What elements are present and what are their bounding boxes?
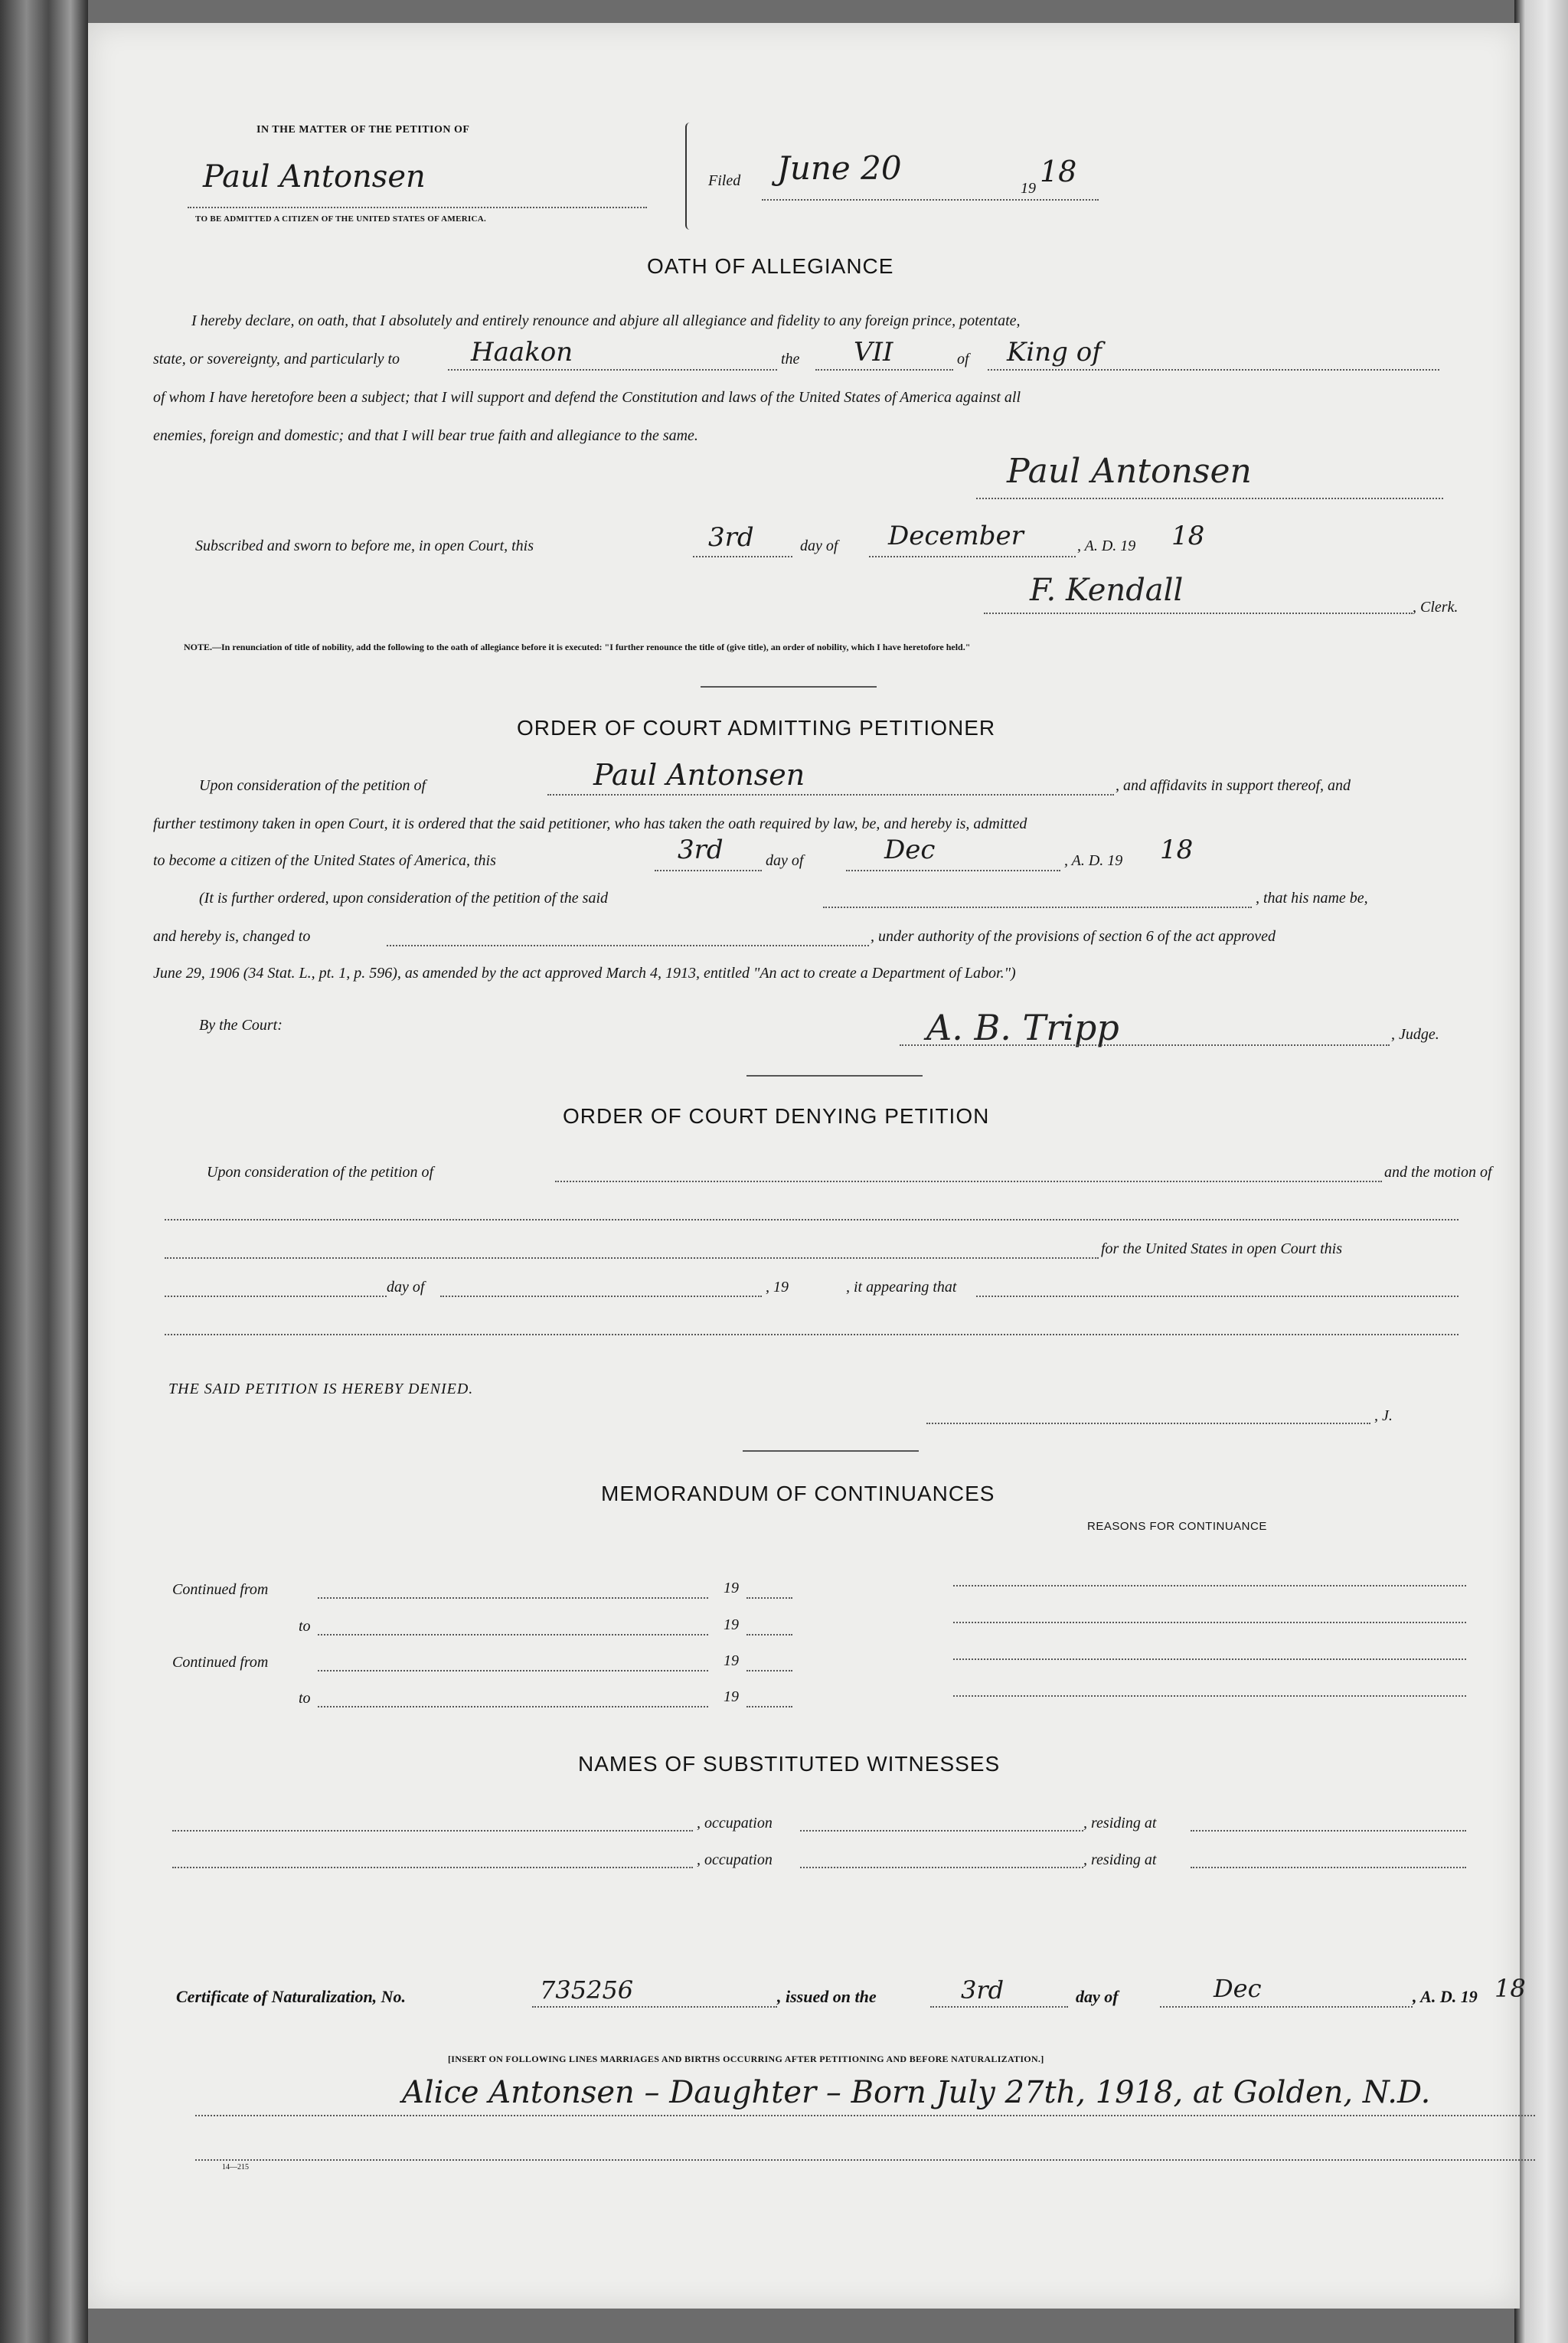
- admit-line-4b: , that his name be,: [1256, 890, 1368, 907]
- continued-to-1-line: [318, 1634, 708, 1636]
- certificate-ad: , A. D. 19: [1413, 1987, 1478, 2006]
- certificate-month: Dec: [1214, 1974, 1262, 2003]
- filed-year: 18: [1040, 155, 1077, 188]
- clerk-signature: F. Kendall: [1030, 573, 1184, 608]
- petitioner-name-line: [188, 207, 647, 208]
- admit-name-line: [547, 794, 1114, 796]
- witness-2-residing-line: [1191, 1867, 1466, 1868]
- deny-line-1b: and the motion of: [1384, 1164, 1492, 1181]
- nobility-note: NOTE.—In renunciation of title of nobility, add the following to the oath of allegiance before it is executed: "I further renounce the title of (give title), an order of nobility, which I have heretofore held.": [184, 642, 971, 652]
- former-name-line: [823, 907, 1252, 908]
- witness-1-occupation-line: [800, 1830, 1083, 1832]
- continued-to-1-year-line: [746, 1634, 792, 1636]
- oath-line-1: I hereby declare, on oath, that I absolutely and entirely renounce and abjure all allegiance and fidelity to any foreign prince, potentate,: [191, 312, 1021, 329]
- signature-line: [976, 498, 1443, 499]
- continued-to-1: to: [299, 1618, 311, 1635]
- admit-line-1a: Upon consideration of the petition of: [199, 777, 426, 794]
- continued-from-1-year: 19: [724, 1580, 739, 1596]
- oath-line-2a: state, or sovereignty, and particularly to: [153, 351, 400, 368]
- oath-line-2b: the: [781, 351, 800, 368]
- deny-line-4b: , 19: [766, 1279, 789, 1296]
- filed-label: Filed: [708, 172, 741, 189]
- sovereign-name: Haakon: [471, 337, 573, 368]
- admit-line-4a: (It is further ordered, upon consideration of the petition of the said: [199, 890, 609, 907]
- birth-entry: Alice Antonsen – Daughter – Born July 27th, 1918, at Golden, N.D.: [402, 2075, 1431, 2110]
- deny-day-line: [165, 1296, 387, 1297]
- admit-month: Dec: [884, 835, 936, 865]
- deny-line-1a: Upon consideration of the petition of: [207, 1164, 434, 1181]
- deny-month-line: [440, 1296, 762, 1297]
- sovereign-number: VII: [854, 337, 893, 368]
- judge-label: , Judge.: [1391, 1026, 1439, 1043]
- continued-from-1-line: [318, 1597, 708, 1599]
- deny-petitioner-line: [555, 1181, 1382, 1182]
- sovereign-number-line: [815, 369, 953, 371]
- section-divider-1: [701, 686, 877, 688]
- reason-line-2: [953, 1622, 1466, 1623]
- deny-reason-line-2: [165, 1334, 1459, 1335]
- judge-signature: A. B. Tripp: [926, 1007, 1119, 1048]
- sworn-month-line: [869, 556, 1076, 557]
- certificate-label: Certificate of Naturalization, No.: [176, 1987, 407, 2006]
- sworn-day: 3rd: [708, 522, 754, 553]
- continued-from-2: Continued from: [172, 1654, 269, 1671]
- admit-day: 3rd: [678, 835, 724, 865]
- order-admitting-title: ORDER OF COURT ADMITTING PETITIONER: [517, 716, 996, 740]
- deny-judge-line: [926, 1423, 1370, 1424]
- oath-line-2c: of: [957, 351, 969, 368]
- continued-from-2-line: [318, 1670, 708, 1671]
- admit-line-6: June 29, 1906 (34 Stat. L., pt. 1, p. 596), as amended by the act approved March 4, 1913, entitled "An act to create a Department of Labor."): [153, 965, 1016, 982]
- oath-line-4: enemies, foreign and domestic; and that I will bear true faith and allegiance to the same.: [153, 427, 698, 444]
- admit-year: 18: [1160, 835, 1194, 865]
- continued-to-2-year-line: [746, 1706, 792, 1707]
- clerk-label: , Clerk.: [1413, 599, 1459, 616]
- certificate-number: 735256: [540, 1975, 634, 2005]
- admit-day-line: [655, 870, 762, 871]
- witness-2-residing-label: , residing at: [1083, 1851, 1157, 1868]
- deny-blank-line-1: [165, 1219, 1459, 1221]
- insert-instruction: [INSERT ON FOLLOWING LINES MARRIAGES AND BIRTHS OCCURRING AFTER PETITIONING AND BEFORE NATURALIZATION.]: [448, 2054, 1044, 2064]
- sworn-day-line: [693, 556, 792, 557]
- admit-line-3b: day of: [766, 852, 804, 869]
- witness-1-name-line: [172, 1830, 693, 1832]
- filed-year-prefix: 19: [1021, 180, 1036, 197]
- continued-to-2-year: 19: [724, 1688, 739, 1705]
- continued-from-1: Continued from: [172, 1581, 269, 1598]
- insert-line-2: [195, 2159, 1535, 2161]
- certificate-number-line: [532, 2006, 777, 2008]
- naturalization-document-page: [88, 23, 1526, 2309]
- oath-line-3: of whom I have heretofore been a subject; that I will support and defend the Constitution and laws of the United States of America against all: [153, 389, 1021, 406]
- deny-reason-line-1: [976, 1296, 1459, 1297]
- oath-title: OATH OF ALLEGIANCE: [647, 254, 894, 278]
- deny-judge-label: , J.: [1374, 1407, 1393, 1424]
- deny-line-4c: , it appearing that: [846, 1279, 957, 1296]
- filed-date-line: [762, 199, 1099, 201]
- continued-from-2-year: 19: [724, 1652, 739, 1669]
- continued-to-2-line: [318, 1706, 708, 1707]
- reason-line-3: [953, 1658, 1466, 1660]
- witness-1-occupation-label: , occupation: [697, 1815, 773, 1832]
- sworn-month: December: [888, 521, 1024, 551]
- reason-line-1: [953, 1585, 1466, 1587]
- sovereign-name-line: [448, 369, 777, 371]
- deny-line-3: for the United States in open Court this: [1101, 1240, 1342, 1257]
- by-the-court: By the Court:: [199, 1017, 283, 1034]
- reasons-label: REASONS FOR CONTINUANCE: [1087, 1520, 1267, 1533]
- sworn-text-b: day of: [800, 538, 838, 554]
- witness-2-occupation-line: [800, 1867, 1083, 1868]
- deny-blank-line-2: [165, 1257, 1099, 1259]
- witness-1-residing-label: , residing at: [1083, 1815, 1157, 1832]
- sovereign-title-line: [988, 369, 1439, 371]
- certificate-year: 18: [1494, 1974, 1526, 2003]
- admit-line-1b: , and affidavits in support thereof, and: [1116, 777, 1351, 794]
- section-divider-3: [743, 1450, 919, 1452]
- admit-line-5b: , under authority of the provisions of section 6 of the act approved: [871, 928, 1276, 945]
- certificate-day-of: day of: [1076, 1987, 1119, 2006]
- petitioner-signature: Paul Antonsen: [1007, 452, 1252, 491]
- order-denying-title: ORDER OF COURT DENYING PETITION: [563, 1104, 990, 1128]
- admit-line-3c: , A. D. 19: [1064, 852, 1123, 869]
- certificate-issued: , issued on the: [777, 1987, 877, 2006]
- witness-1-residing-line: [1191, 1830, 1466, 1832]
- sworn-text-c: , A. D. 19: [1077, 538, 1136, 554]
- admit-line-3a: to become a citizen of the United States of America, this: [153, 852, 496, 869]
- section-divider-2: [746, 1075, 923, 1077]
- continuances-title: MEMORANDUM OF CONTINUANCES: [601, 1482, 995, 1505]
- witnesses-title: NAMES OF SUBSTITUTED WITNESSES: [578, 1752, 1001, 1776]
- witness-2-occupation-label: , occupation: [697, 1851, 773, 1868]
- petition-denied: THE SAID PETITION IS HEREBY DENIED.: [168, 1381, 474, 1397]
- sworn-text-a: Subscribed and sworn to before me, in open Court, this: [195, 538, 534, 554]
- header-brace: [685, 123, 694, 230]
- form-number: 14—215: [222, 2163, 249, 2171]
- sworn-year: 18: [1171, 521, 1205, 551]
- admit-label: TO BE ADMITTED A CITIZEN OF THE UNITED STATES OF AMERICA.: [195, 214, 487, 224]
- judge-signature-line: [900, 1044, 1390, 1046]
- sovereign-title: King of: [1007, 337, 1102, 368]
- new-name-line: [387, 945, 869, 946]
- clerk-signature-line: [984, 613, 1413, 614]
- filed-date: June 20: [777, 149, 902, 187]
- certificate-day-line: [930, 2006, 1068, 2008]
- petitioner-name-header: Paul Antonsen: [203, 159, 426, 194]
- admit-petitioner-name: Paul Antonsen: [593, 758, 805, 792]
- continued-to-1-year: 19: [724, 1616, 739, 1633]
- continued-to-2: to: [299, 1690, 311, 1707]
- continued-from-1-year-line: [746, 1597, 792, 1599]
- admit-line-2: further testimony taken in open Court, it is ordered that the said petitioner, who has taken the oath required by law, be, and hereby is, admitted: [153, 815, 1027, 832]
- insert-line-1: [195, 2115, 1535, 2116]
- continued-from-2-year-line: [746, 1670, 792, 1671]
- witness-2-name-line: [172, 1867, 693, 1868]
- reason-line-4: [953, 1695, 1466, 1697]
- admit-line-5a: and hereby is, changed to: [153, 928, 311, 945]
- book-binding: [0, 0, 88, 2343]
- certificate-day: 3rd: [961, 1975, 1004, 2005]
- deny-line-4a: day of: [387, 1279, 425, 1296]
- matter-label: IN THE MATTER OF THE PETITION OF: [256, 124, 470, 136]
- certificate-month-line: [1160, 2006, 1413, 2008]
- admit-month-line: [846, 870, 1060, 871]
